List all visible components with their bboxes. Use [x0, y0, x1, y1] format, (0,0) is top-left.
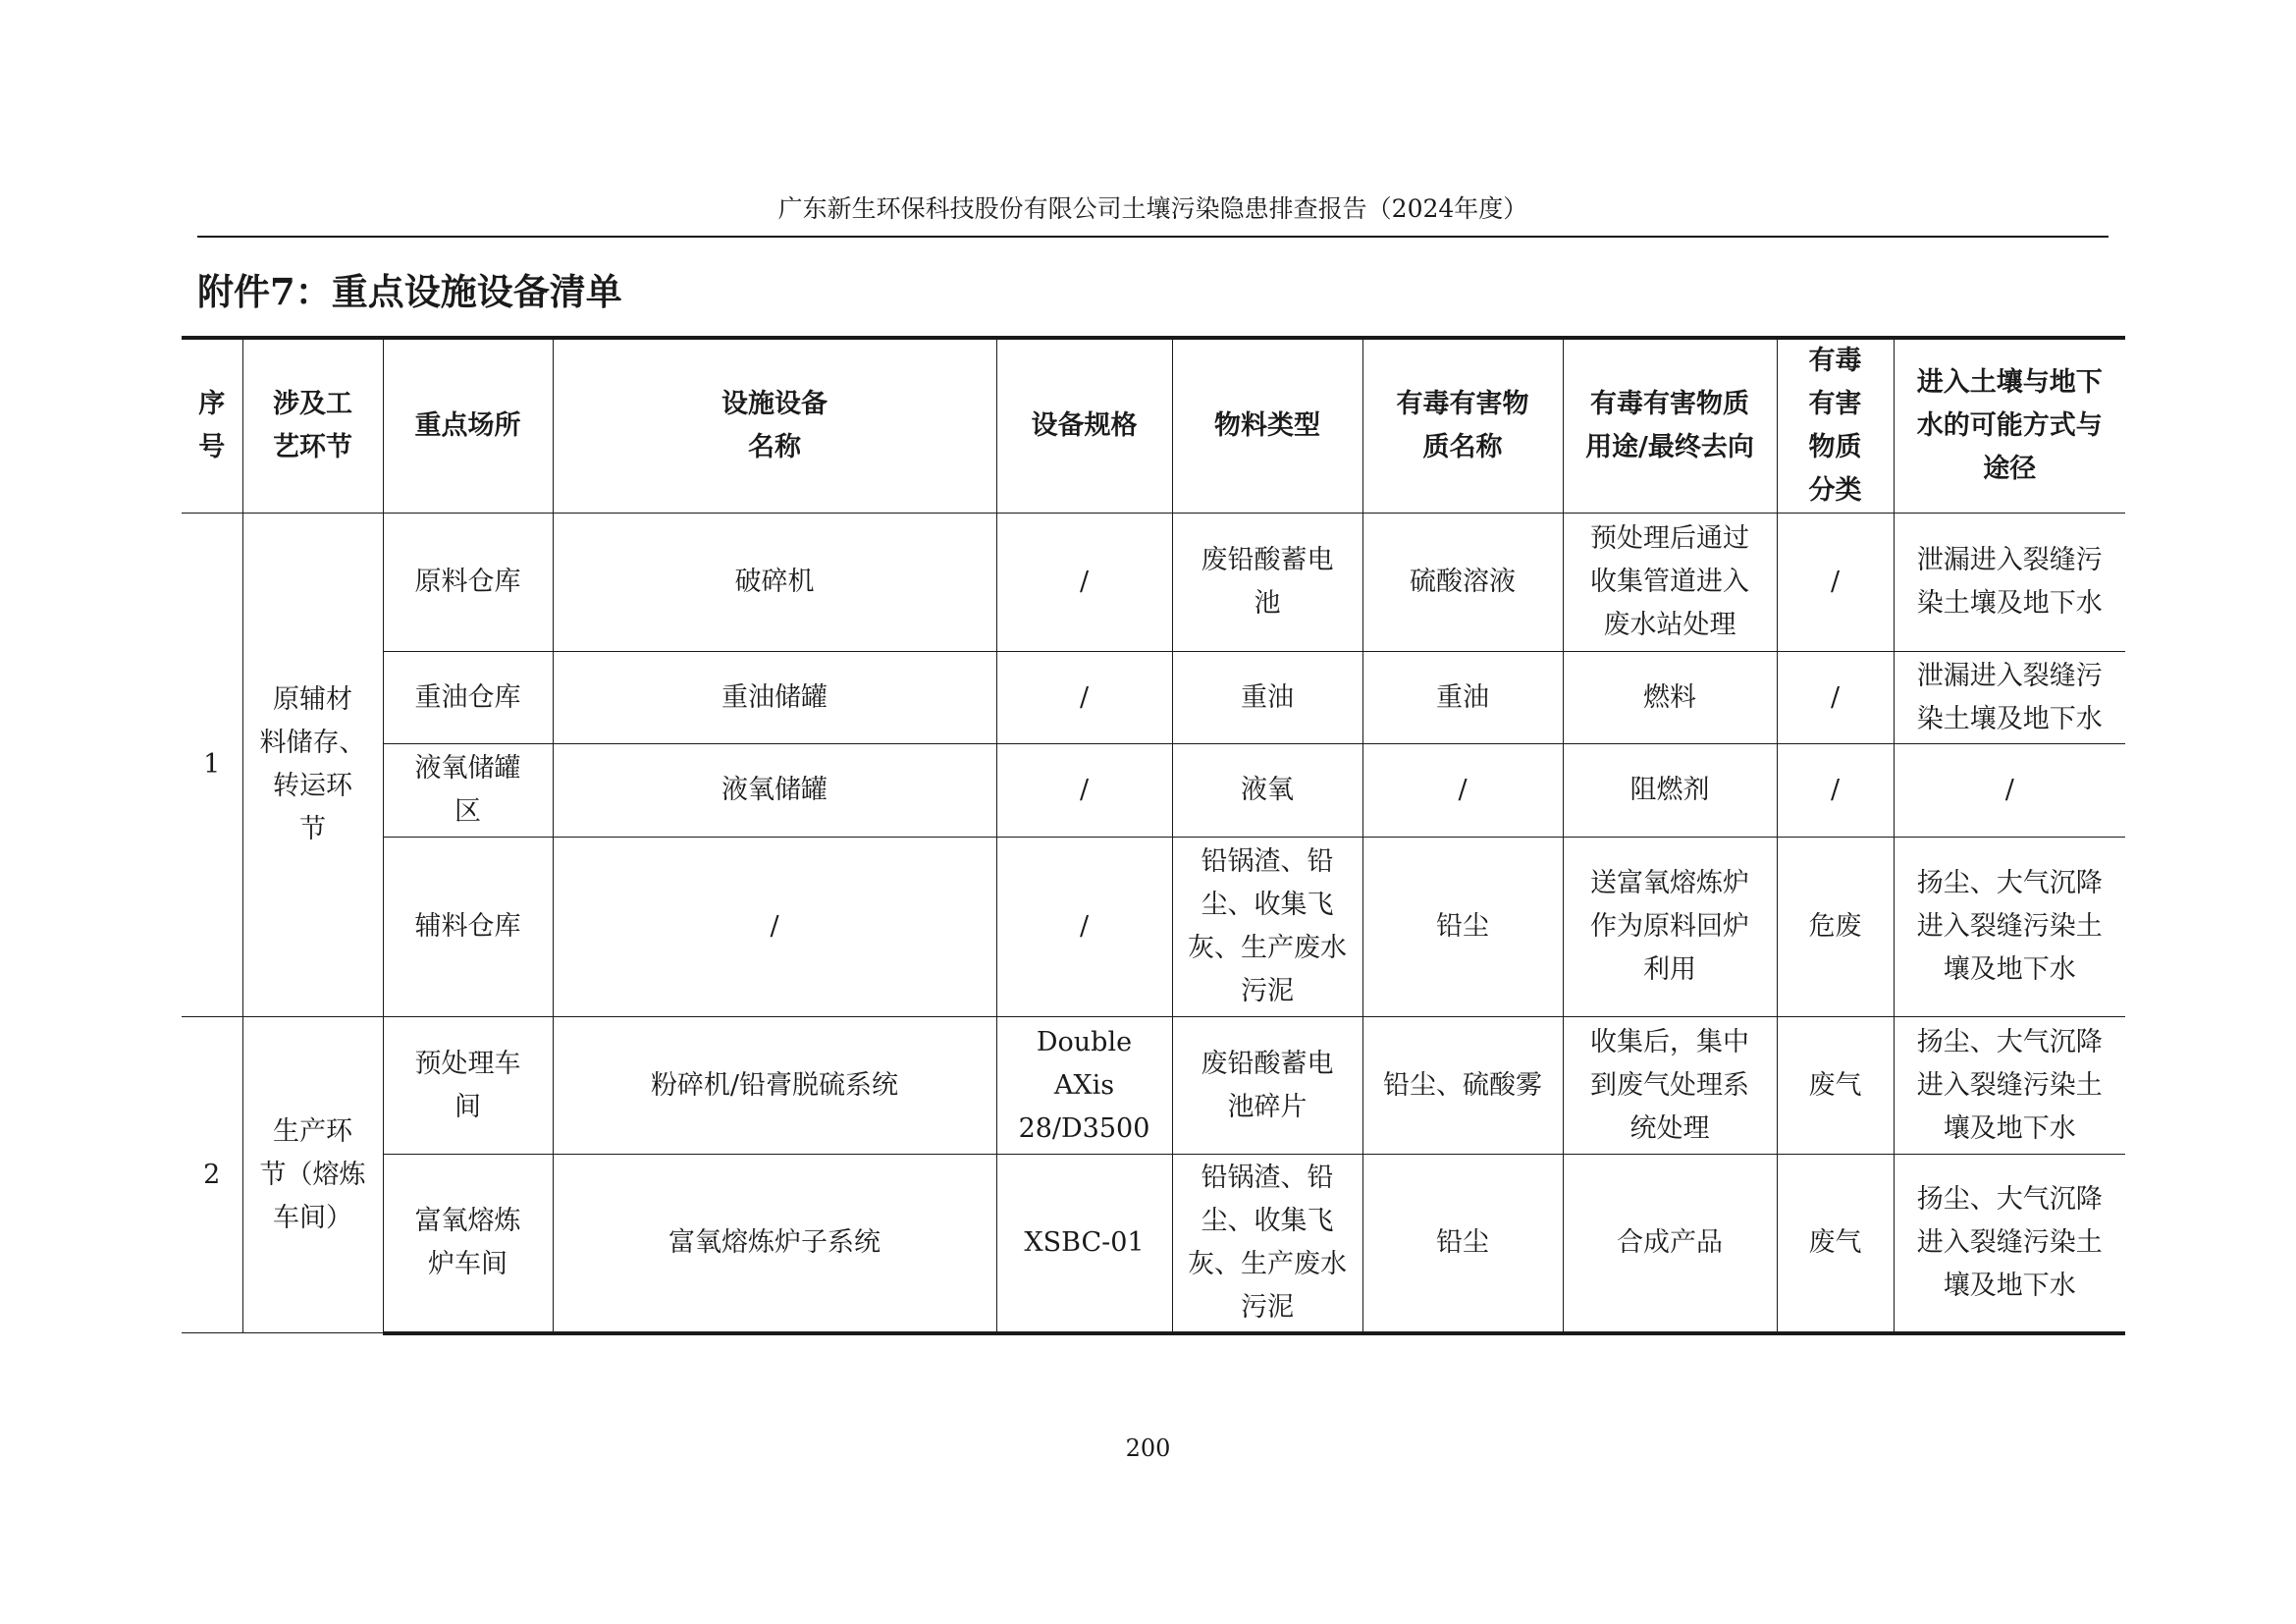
table-row: [182, 744, 2125, 838]
cell-spec: /: [996, 652, 1172, 744]
cell-pathway: 扬尘、大气沉降 进入裂缝污染土 壤及地下水: [1894, 1155, 2125, 1333]
cell-location: 原料仓库: [383, 514, 553, 652]
cell-location: 预处理车 间: [383, 1017, 553, 1155]
table-header-row: [182, 338, 2125, 514]
cell-toxic-class: /: [1777, 514, 1894, 652]
cell-toxic-name: 铅尘、硫酸雾: [1362, 1017, 1563, 1155]
cell-material: 铅锅渣、铅 尘、收集飞 灰、生产废水 污泥: [1172, 838, 1362, 1017]
cell-toxic-name: 铅尘: [1362, 1155, 1563, 1333]
table-row: [182, 1155, 2125, 1333]
col-header-equipment: 设施设备 名称: [553, 338, 996, 514]
cell-toxic-class: /: [1777, 744, 1894, 838]
cell-spec: /: [996, 838, 1172, 1017]
cell-spec: /: [996, 744, 1172, 838]
cell-spec: Double AXis 28/D3500: [996, 1017, 1172, 1155]
cell-equipment: 粉碎机/铅膏脱硫系统: [553, 1017, 996, 1155]
cell-spec: XSBC-01: [996, 1155, 1172, 1333]
cell-location: 富氧熔炼 炉车间: [383, 1155, 553, 1333]
cell-toxic-class: 危废: [1777, 838, 1894, 1017]
cell-pathway: 泄漏进入裂缝污 染土壤及地下水: [1894, 514, 2125, 652]
col-header-pathway: 进入土壤与地下 水的可能方式与 途径: [1894, 338, 2125, 514]
cell-location: 重油仓库: [383, 652, 553, 744]
cell-toxic-class: 废气: [1777, 1017, 1894, 1155]
cell-toxic-use: 送富氧熔炼炉 作为原料回炉 利用: [1563, 838, 1777, 1017]
table-row: [182, 652, 2125, 744]
cell-pathway: 扬尘、大气沉降 进入裂缝污染土 壤及地下水: [1894, 838, 2125, 1017]
page-number: 200: [1125, 1435, 1171, 1462]
cell-toxic-name: 重油: [1362, 652, 1563, 744]
cell-toxic-class: /: [1777, 652, 1894, 744]
cell-toxic-name: 铅尘: [1362, 838, 1563, 1017]
cell-material: 液氧: [1172, 744, 1362, 838]
table-row: [182, 514, 2125, 652]
cell-process: 原辅材 料储存、 转运环 节: [242, 514, 383, 1017]
col-header-toxic-use: 有毒有害物质 用途/最终去向: [1563, 338, 1777, 514]
cell-location: 辅料仓库: [383, 838, 553, 1017]
cell-process: 生产环 节（熔炼 车间）: [242, 1017, 383, 1333]
cell-toxic-use: 预处理后通过 收集管道进入 废水站处理: [1563, 514, 1777, 652]
col-header-location: 重点场所: [383, 338, 553, 514]
cell-pathway: /: [1894, 744, 2125, 838]
cell-spec: /: [996, 514, 1172, 652]
cell-toxic-class: 废气: [1777, 1155, 1894, 1333]
header-divider: [197, 236, 2109, 238]
col-header-material: 物料类型: [1172, 338, 1362, 514]
cell-toxic-use: 合成产品: [1563, 1155, 1777, 1333]
cell-seq: 1: [182, 514, 242, 1017]
cell-equipment: 破碎机: [553, 514, 996, 652]
section-title: 附件7：重点设施设备清单: [197, 270, 622, 313]
cell-seq: 2: [182, 1017, 242, 1333]
table-row: [182, 1017, 2125, 1155]
cell-toxic-use: 燃料: [1563, 652, 1777, 744]
cell-toxic-name: /: [1362, 744, 1563, 838]
cell-toxic-use: 收集后，集中 到废气处理系 统处理: [1563, 1017, 1777, 1155]
cell-equipment: 液氧储罐: [553, 744, 996, 838]
cell-toxic-name: 硫酸溶液: [1362, 514, 1563, 652]
cell-pathway: 扬尘、大气沉降 进入裂缝污染土 壤及地下水: [1894, 1017, 2125, 1155]
cell-location: 液氧储罐 区: [383, 744, 553, 838]
col-header-process: 涉及工 艺环节: [242, 338, 383, 514]
table-row: [182, 838, 2125, 1017]
facility-equipment-table: [182, 336, 2125, 1335]
cell-pathway: 泄漏进入裂缝污 染土壤及地下水: [1894, 652, 2125, 744]
cell-equipment: 重油储罐: [553, 652, 996, 744]
cell-material: 废铅酸蓄电 池: [1172, 514, 1362, 652]
cell-material: 重油: [1172, 652, 1362, 744]
running-header: 广东新生环保科技股份有限公司土壤污染隐患排查报告（2024年度）: [777, 194, 1528, 223]
col-header-spec: 设备规格: [996, 338, 1172, 514]
col-header-toxic-name: 有毒有害物 质名称: [1362, 338, 1563, 514]
cell-equipment: /: [553, 838, 996, 1017]
cell-material: 废铅酸蓄电 池碎片: [1172, 1017, 1362, 1155]
cell-toxic-use: 阻燃剂: [1563, 744, 1777, 838]
col-header-seq: 序 号: [182, 338, 242, 514]
cell-material: 铅锅渣、铅 尘、收集飞 灰、生产废水 污泥: [1172, 1155, 1362, 1333]
cell-equipment: 富氧熔炼炉子系统: [553, 1155, 996, 1333]
col-header-toxic-class: 有毒 有害 物质 分类: [1777, 338, 1894, 514]
